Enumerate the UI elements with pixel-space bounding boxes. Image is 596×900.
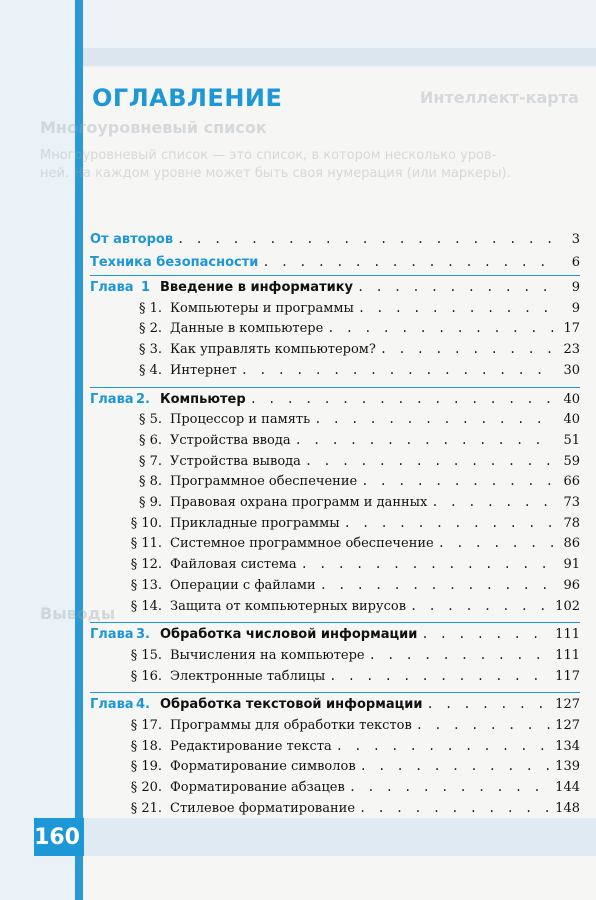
section-mark: § 11. (130, 536, 162, 552)
section-title: Устройства ввода (170, 432, 291, 448)
section-title: Программное обеспечение (170, 474, 358, 490)
ghost-text: Выводы (40, 604, 116, 623)
section-title: Стилевое форматирование (170, 800, 356, 816)
leader-dots (369, 648, 552, 662)
leader-dots (438, 536, 554, 550)
section-page: 40 (563, 412, 580, 428)
section-page: 96 (563, 577, 580, 593)
section-entry[interactable] (90, 718, 580, 738)
leader-dots (301, 557, 554, 571)
section-page: 86 (563, 536, 580, 552)
section-mark: § 2. (138, 321, 162, 337)
section-page: 17 (563, 321, 580, 337)
section-mark: § 5. (138, 412, 162, 428)
chapter-label: Глава (90, 697, 134, 713)
leader-dots (416, 718, 551, 732)
chapter-number: 3. (136, 627, 150, 643)
section-entry[interactable] (90, 474, 580, 494)
chapter-label: Глава (90, 391, 134, 407)
section-title: Операции с файлами (170, 577, 316, 593)
leader-dots (357, 280, 554, 294)
section-page: 127 (555, 718, 580, 733)
leader-dots (295, 433, 554, 447)
chapter-divider (90, 692, 580, 693)
section-mark: § 21. (130, 800, 162, 816)
section-title: Защита от компьютерных вирусов (170, 598, 407, 614)
toc-entry[interactable] (90, 232, 580, 252)
leader-dots (344, 516, 554, 530)
section-mark: § 16. (130, 668, 162, 684)
section-entry[interactable] (90, 669, 580, 689)
chapter-label: Глава (90, 627, 134, 643)
ghost-text: Многоуровневый список (40, 118, 267, 137)
toc-entry[interactable] (90, 255, 580, 275)
section-page: 51 (563, 432, 580, 448)
section-page: 148 (555, 800, 580, 816)
chapter-title: Обработка текстовой информации (160, 697, 423, 713)
section-page: 78 (563, 515, 580, 531)
leader-dots (361, 474, 554, 488)
section-page: 139 (555, 759, 580, 775)
section-page: 9 (571, 300, 580, 316)
leader-dots (359, 801, 551, 815)
toc-entry-page: 3 (571, 232, 580, 247)
toc-entry-title: Техника безопасности (90, 255, 259, 270)
section-entry[interactable] (90, 599, 580, 619)
section-title: Форматирование абзацев (170, 780, 345, 796)
leader-dots (177, 232, 554, 246)
section-page: 59 (563, 453, 580, 469)
section-title: Электронные таблицы (170, 668, 326, 684)
chapter-number: 1 (140, 280, 150, 295)
section-entry[interactable] (90, 536, 580, 556)
section-mark: § 14. (130, 598, 162, 614)
leader-dots (314, 412, 554, 426)
ghost-text: Многоуровневый список — это список, в котором несколько уров- (40, 148, 497, 163)
section-title: Файловая система (170, 557, 297, 573)
leader-dots (327, 321, 554, 335)
section-title: Программы для обработки текстов (170, 718, 412, 733)
section-page: 102 (555, 598, 580, 614)
section-entry[interactable] (90, 516, 580, 536)
section-mark: § 9. (138, 495, 162, 510)
leader-dots (421, 627, 551, 641)
section-mark: § 17. (130, 718, 162, 733)
section-mark: § 15. (130, 647, 162, 663)
leader-dots (427, 697, 552, 711)
chapter-heading[interactable] (90, 392, 580, 412)
section-title: Как управлять компьютером? (170, 342, 376, 358)
ghost-text: Интеллект-карта (420, 88, 579, 107)
section-page: 66 (563, 474, 580, 490)
leader-dots (358, 301, 554, 315)
section-mark: § 7. (138, 453, 162, 469)
chapter-page: 40 (563, 391, 580, 407)
section-mark: § 6. (138, 432, 162, 448)
section-title: Компьютеры и программы (170, 300, 354, 316)
leader-dots (349, 780, 551, 794)
section-title: Процессор и память (170, 412, 311, 428)
section-entry[interactable] (90, 578, 580, 598)
leader-dots (305, 454, 554, 468)
section-entry[interactable] (90, 363, 580, 383)
chapter-divider (90, 275, 580, 276)
chapter-page: 111 (555, 627, 580, 643)
leader-dots (329, 669, 551, 683)
section-title: Интернет (170, 362, 237, 378)
section-title: Вычисления на компьютере (170, 647, 365, 663)
leader-dots (360, 759, 552, 773)
chapter-divider (90, 387, 580, 388)
section-entry[interactable] (90, 557, 580, 577)
leader-dots (241, 363, 554, 377)
leader-dots (320, 578, 554, 592)
section-page: 134 (555, 738, 580, 754)
chapter-title: Введение в информатику (160, 280, 354, 295)
chapter-page: 127 (555, 697, 580, 713)
chapter-heading[interactable] (90, 280, 580, 300)
section-mark: § 13. (130, 577, 162, 593)
leader-dots (431, 495, 554, 509)
chapter-page: 9 (571, 280, 580, 295)
section-mark: § 19. (130, 759, 162, 775)
chapter-number: 4. (136, 697, 150, 713)
section-mark: § 8. (138, 474, 162, 490)
chapter-divider (90, 622, 580, 623)
page-number: 160 (34, 818, 84, 856)
footer-band (84, 818, 596, 856)
section-entry[interactable] (90, 495, 580, 515)
section-entry[interactable] (90, 454, 580, 474)
leader-dots (262, 255, 554, 269)
section-entry[interactable] (90, 780, 580, 800)
ghost-text: ней. На каждом уровне может быть своя нумерация (или маркеры). (40, 166, 511, 181)
section-entry[interactable] (90, 412, 580, 432)
section-entry[interactable] (90, 342, 580, 362)
section-entry[interactable] (90, 739, 580, 759)
section-page: 91 (563, 557, 580, 573)
chapter-label: Глава (90, 280, 134, 295)
section-mark: § 18. (130, 738, 162, 754)
section-mark: § 20. (130, 780, 162, 796)
section-title: Правовая охрана программ и данных (170, 495, 428, 510)
section-entry[interactable] (90, 759, 580, 779)
section-mark: § 10. (130, 515, 162, 531)
chapter-heading[interactable] (90, 627, 580, 647)
section-page: 30 (563, 362, 580, 378)
section-page: 23 (563, 342, 580, 358)
section-title: Форматирование символов (170, 759, 356, 775)
chapter-heading[interactable] (90, 697, 580, 717)
section-page: 117 (555, 668, 580, 684)
section-entry[interactable] (90, 321, 580, 341)
section-title: Прикладные программы (170, 515, 340, 531)
section-entry[interactable] (90, 648, 580, 668)
section-page: 144 (555, 780, 580, 796)
section-title: Системное программное обеспечение (170, 536, 434, 552)
section-mark: § 12. (130, 557, 162, 573)
section-mark: § 4. (138, 362, 162, 378)
leader-dots (380, 342, 554, 356)
section-page: 111 (555, 647, 580, 663)
leader-dots (250, 392, 554, 406)
top-band-strip (40, 48, 596, 66)
section-title: Данные в компьютере (170, 321, 324, 337)
leader-dots (336, 739, 551, 753)
section-page: 73 (563, 495, 580, 510)
section-entry[interactable] (90, 301, 580, 321)
toc-entry-title: От авторов (90, 232, 174, 247)
leader-dots (410, 599, 551, 613)
toc-entry-page: 6 (571, 255, 580, 270)
chapter-title: Обработка числовой информации (160, 627, 418, 643)
section-title: Устройства вывода (170, 453, 301, 469)
section-mark: § 1. (138, 300, 162, 316)
chapter-number: 2. (136, 391, 150, 407)
page-title: ОГЛАВЛЕНИЕ (92, 84, 283, 112)
chapter-title: Компьютер (160, 391, 246, 407)
section-entry[interactable] (90, 433, 580, 453)
section-mark: § 3. (138, 342, 162, 358)
section-title: Редактирование текста (170, 738, 332, 754)
